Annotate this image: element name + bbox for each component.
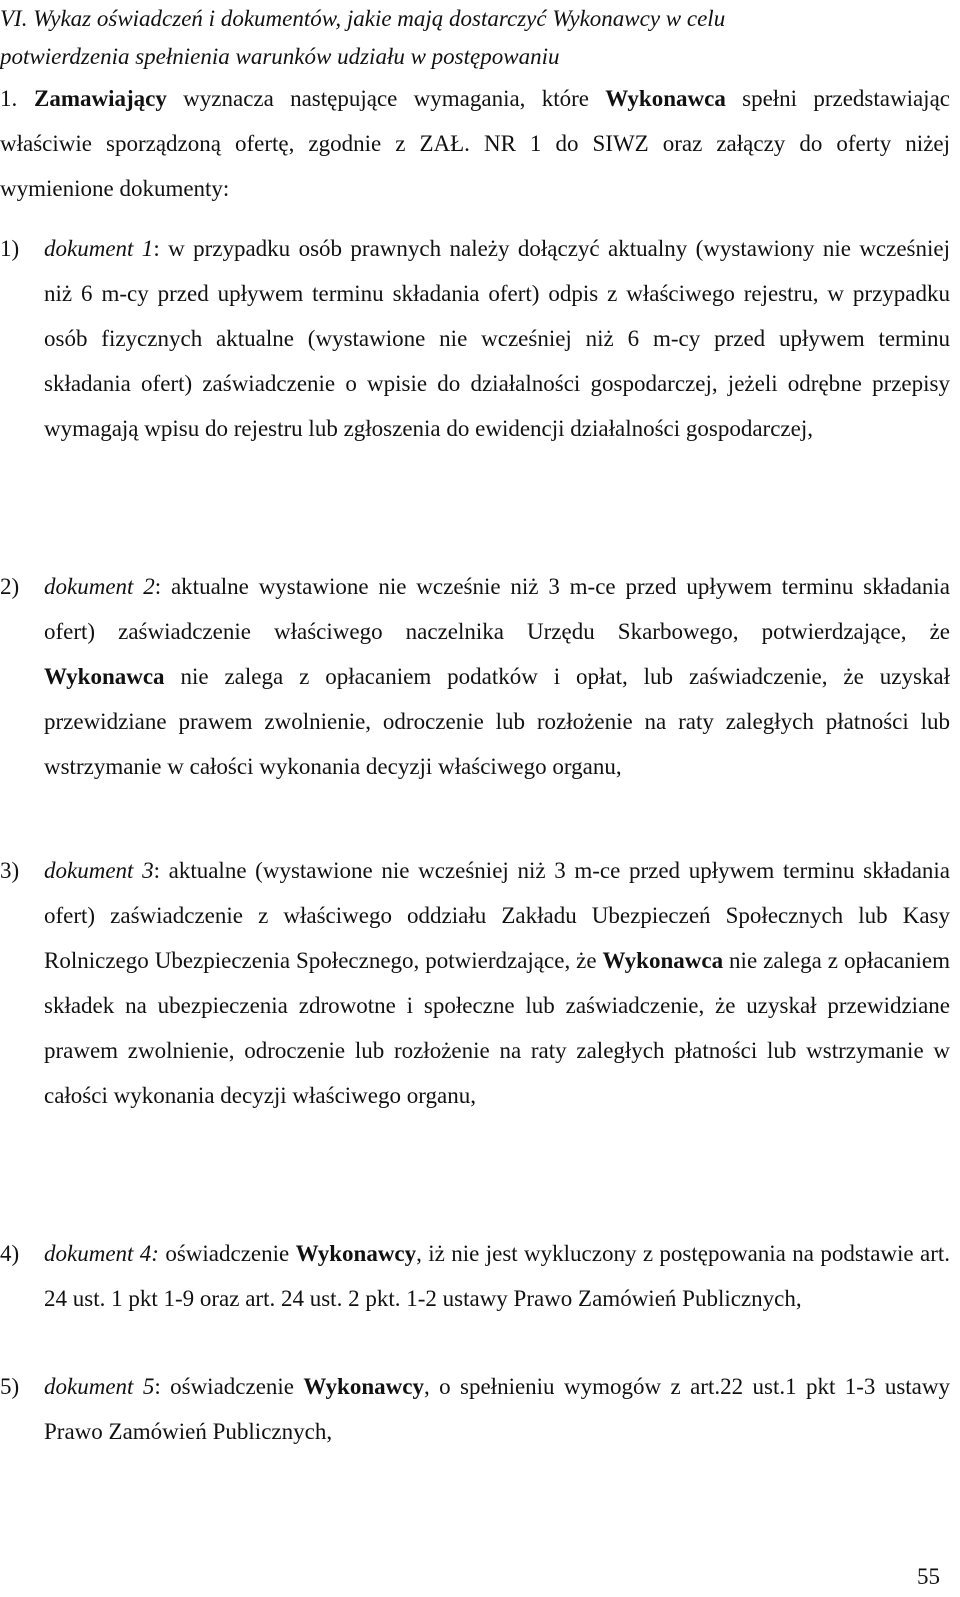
document-description-1: : aktualne wystawione nie wcześnie niż 3 m-ce przed upływem terminu składania ofert) zaświadczenie właściwego naczelnika Urzędu Skarbowego, potwierdzające, że <box>44 574 950 644</box>
document-description-2: nie zalega z opłacaniem składek na ubezpieczenia zdrowotne i społeczne lub zaświadczenie, że uzyskał przewidziane prawem zwolnienie, odroczenie lub rozłożenie na raty zaległych płatności lub wstrzymanie w całości wykonania decyzji właściwego organu, <box>44 948 950 1108</box>
document-label: dokument 4: <box>44 1241 159 1266</box>
intro-paragraph <box>0 76 950 211</box>
intro-number: 1. <box>0 86 18 111</box>
list-item-2 <box>0 564 950 789</box>
page-number: 55 <box>917 1564 940 1589</box>
list-item-4 <box>0 1231 950 1321</box>
list-item-text <box>44 1231 950 1321</box>
intro-text-2: spełni przedstawiając właściwie sporządzoną ofertę, zgodnie z ZAŁ. NR 1 do SIWZ oraz załączy do oferty niżej wymienione dokumenty: <box>0 86 950 201</box>
document-description-1: : aktualne (wystawione nie wcześniej niż 3 m-ce przed upływem terminu składania ofert) zaświadczenie z właściwego oddziału Zakładu Ubezpieczeń Społecznych lub Kasy Rolniczego Ubezpieczenia Społecznego, potwierdzające, że <box>44 858 950 973</box>
list-item-3 <box>0 848 950 1118</box>
document-label: dokument 3 <box>44 858 154 883</box>
section-heading <box>0 0 950 76</box>
intro-bold-zamawiajacy: Zamawiający <box>34 86 167 111</box>
document-description-2: , iż nie jest wykluczony z postępowania na podstawie art. 24 ust. 1 pkt 1-9 oraz art. 24 ust. 2 pkt. 1-2 ustawy Prawo Zamówień Publicznych, <box>44 1241 950 1311</box>
list-item-number: 3) <box>0 858 20 883</box>
list-item-text <box>44 848 950 1118</box>
document-bold-wykonawca: Wykonawca <box>602 948 724 973</box>
list-item-text <box>44 1364 950 1454</box>
list-item-text <box>44 226 950 451</box>
list-item-text <box>44 564 950 789</box>
document-description-2: , o spełnieniu wymogów z art.22 ust.1 pkt 1-3 ustawy Prawo Zamówień Publicznych, <box>44 1374 950 1444</box>
document-description-2: nie zalega z opłacaniem podatków i opłat, lub zaświadczenie, że uzyskał przewidziane prawem zwolnienie, odroczenie lub rozłożenie na raty zaległych płatności lub wstrzymanie w całości wykonania decyzji właściwego organu, <box>44 664 950 779</box>
document-description-1: oświadczenie <box>158 1241 296 1266</box>
list-item-number: 1) <box>0 236 20 261</box>
document-description: : w przypadku osób prawnych należy dołączyć aktualny (wystawiony nie wcześniej niż 6 m-cy przed upływem terminu składania ofert) odpis z właściwego rejestru, w przypadku osób fizycznych aktualne (wystawione nie wcześniej niż 6 m-cy przed upływem terminu składania ofert) zaświadczenie o wpisie do działalności gospodarczej, jeżeli odrębne przepisy wymagają wpisu do rejestru lub zgłoszenia do ewidencji działalności gospodarczej, <box>44 236 950 441</box>
document-label: dokument 5 <box>44 1374 155 1399</box>
document-label: dokument 2 <box>44 574 155 599</box>
list-item-5 <box>0 1364 950 1454</box>
heading-line-1: VI. Wykaz oświadczeń i dokumentów, jakie mają dostarczyć Wykonawcy w celu <box>0 6 726 31</box>
intro-text-1: wyznacza następujące wymagania, które <box>166 86 606 111</box>
document-bold-wykonawcy: Wykonawcy <box>295 1241 417 1266</box>
document-bold-wykonawca: Wykonawca <box>44 664 165 689</box>
document-bold-wykonawcy: Wykonawcy <box>303 1374 424 1399</box>
intro-bold-wykonawca: Wykonawca <box>605 86 726 111</box>
heading-line-2: potwierdzenia spełnienia warunków udziału w postępowaniu <box>0 44 560 69</box>
list-item-1 <box>0 226 950 451</box>
document-label: dokument 1 <box>44 236 154 261</box>
list-item-number: 2) <box>0 574 20 599</box>
list-item-number: 5) <box>0 1374 20 1399</box>
list-item-number: 4) <box>0 1241 20 1266</box>
document-description-1: : oświadczenie <box>154 1374 304 1399</box>
